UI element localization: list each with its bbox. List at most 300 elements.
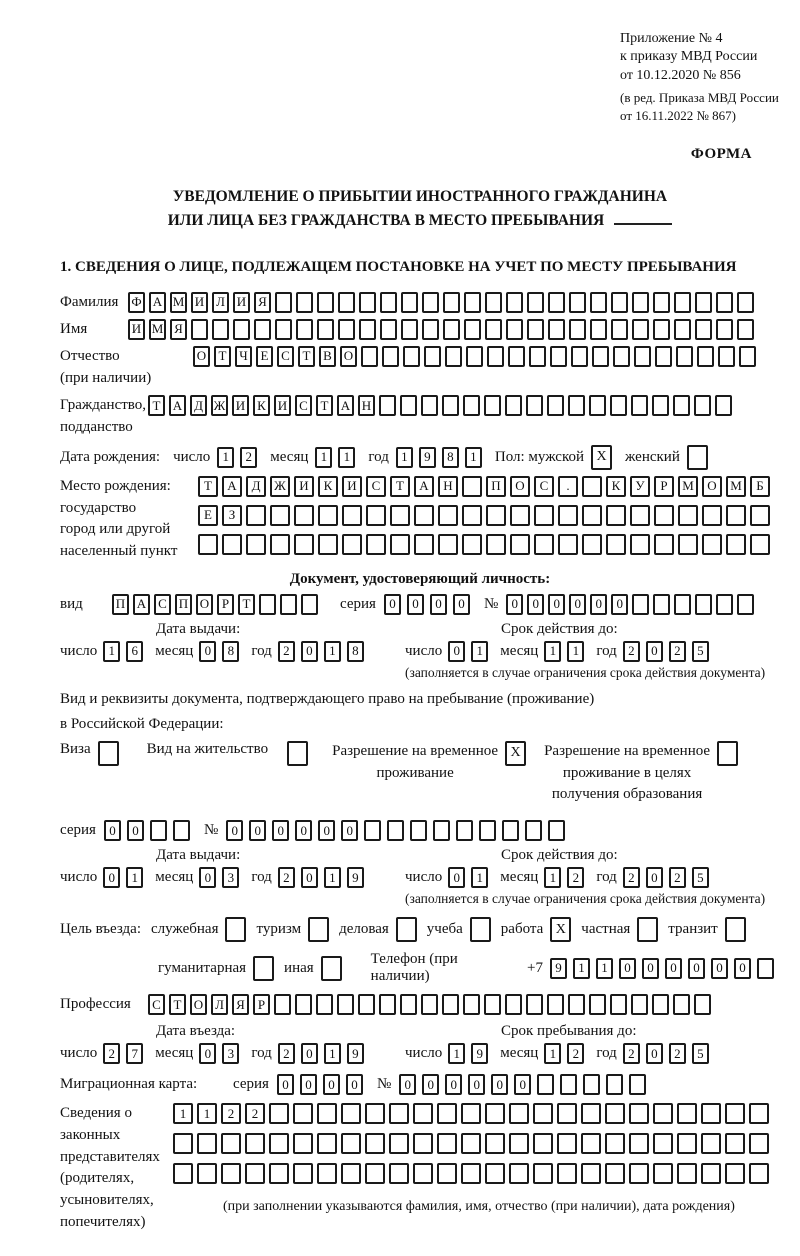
char-cell[interactable]: [485, 1103, 505, 1124]
char-cell[interactable]: [379, 395, 396, 416]
char-cell[interactable]: [557, 1133, 577, 1154]
char-cell[interactable]: [701, 1133, 721, 1154]
char-cell[interactable]: [433, 820, 450, 841]
char-cell[interactable]: Н: [438, 476, 458, 497]
char-cell[interactable]: [275, 319, 292, 340]
char-cell[interactable]: .: [558, 476, 578, 497]
char-cell[interactable]: [558, 534, 578, 555]
char-cell[interactable]: [750, 534, 770, 555]
char-cell[interactable]: 2: [278, 867, 295, 888]
char-cell[interactable]: [652, 994, 669, 1015]
char-cell[interactable]: [632, 594, 649, 615]
char-cell[interactable]: [413, 1133, 433, 1154]
char-cell[interactable]: [509, 1103, 529, 1124]
char-cell[interactable]: [462, 476, 482, 497]
char-cell[interactable]: [509, 1133, 529, 1154]
char-cell[interactable]: 2: [567, 867, 584, 888]
char-cell[interactable]: И: [294, 476, 314, 497]
char-cell[interactable]: [726, 534, 746, 555]
char-cell[interactable]: 0: [199, 641, 216, 662]
char-cell[interactable]: Ф: [128, 292, 145, 313]
char-cell[interactable]: 0: [104, 820, 121, 841]
char-cell[interactable]: С: [277, 346, 294, 367]
char-cell[interactable]: [380, 319, 397, 340]
char-cell[interactable]: [526, 994, 543, 1015]
char-cell[interactable]: 8: [222, 641, 239, 662]
char-cell[interactable]: 2: [623, 641, 640, 662]
char-cell[interactable]: 2: [669, 867, 686, 888]
char-cell[interactable]: [527, 319, 544, 340]
purpose-other-checkbox[interactable]: [321, 956, 342, 981]
char-cell[interactable]: [442, 994, 459, 1015]
char-cell[interactable]: Е: [198, 505, 218, 526]
char-cell[interactable]: 0: [295, 820, 312, 841]
char-cell[interactable]: [560, 1074, 577, 1095]
char-cell[interactable]: 3: [222, 1043, 239, 1064]
char-cell[interactable]: [590, 319, 607, 340]
char-cell[interactable]: [443, 319, 460, 340]
char-cell[interactable]: 0: [514, 1074, 531, 1095]
char-cell[interactable]: [695, 594, 712, 615]
char-cell[interactable]: 0: [323, 1074, 340, 1095]
char-cell[interactable]: А: [133, 594, 150, 615]
char-cell[interactable]: 9: [347, 867, 364, 888]
char-cell[interactable]: 9: [471, 1043, 488, 1064]
char-cell[interactable]: [655, 346, 672, 367]
char-cell[interactable]: [259, 594, 276, 615]
char-cell[interactable]: [359, 292, 376, 313]
char-cell[interactable]: [750, 505, 770, 526]
char-cell[interactable]: [694, 994, 711, 1015]
char-cell[interactable]: [653, 319, 670, 340]
char-cell[interactable]: Т: [390, 476, 410, 497]
char-cell[interactable]: [275, 292, 292, 313]
char-cell[interactable]: [486, 505, 506, 526]
char-cell[interactable]: [581, 1133, 601, 1154]
char-cell[interactable]: 0: [642, 958, 659, 979]
char-cell[interactable]: [581, 1163, 601, 1184]
char-cell[interactable]: 2: [669, 1043, 686, 1064]
char-cell[interactable]: [629, 1074, 646, 1095]
char-cell[interactable]: 1: [324, 1043, 341, 1064]
char-cell[interactable]: Т: [238, 594, 255, 615]
char-cell[interactable]: [486, 534, 506, 555]
purpose-transit-checkbox[interactable]: [725, 917, 746, 942]
char-cell[interactable]: [569, 292, 586, 313]
char-cell[interactable]: [389, 1163, 409, 1184]
char-cell[interactable]: [506, 319, 523, 340]
char-cell[interactable]: Б: [750, 476, 770, 497]
char-cell[interactable]: С: [148, 994, 165, 1015]
char-cell[interactable]: 2: [278, 1043, 295, 1064]
char-cell[interactable]: [506, 292, 523, 313]
char-cell[interactable]: 2: [567, 1043, 584, 1064]
char-cell[interactable]: [173, 820, 190, 841]
char-cell[interactable]: А: [169, 395, 186, 416]
char-cell[interactable]: [222, 534, 242, 555]
char-cell[interactable]: [652, 395, 669, 416]
char-cell[interactable]: 0: [734, 958, 751, 979]
char-cell[interactable]: [583, 1074, 600, 1095]
char-cell[interactable]: [191, 319, 208, 340]
char-cell[interactable]: 9: [347, 1043, 364, 1064]
char-cell[interactable]: [632, 292, 649, 313]
char-cell[interactable]: [611, 319, 628, 340]
char-cell[interactable]: [653, 594, 670, 615]
char-cell[interactable]: 1: [567, 641, 584, 662]
gender-male-checkbox[interactable]: X: [591, 445, 612, 470]
char-cell[interactable]: [613, 346, 630, 367]
char-cell[interactable]: 6: [126, 641, 143, 662]
char-cell[interactable]: [337, 994, 354, 1015]
char-cell[interactable]: [547, 994, 564, 1015]
char-cell[interactable]: Т: [148, 395, 165, 416]
char-cell[interactable]: Р: [253, 994, 270, 1015]
char-cell[interactable]: [533, 1103, 553, 1124]
char-cell[interactable]: 0: [384, 594, 401, 615]
char-cell[interactable]: [702, 534, 722, 555]
char-cell[interactable]: [610, 395, 627, 416]
char-cell[interactable]: [677, 1133, 697, 1154]
char-cell[interactable]: 0: [453, 594, 470, 615]
purpose-humanitarian-checkbox[interactable]: [253, 956, 274, 981]
char-cell[interactable]: [701, 1163, 721, 1184]
char-cell[interactable]: [702, 505, 722, 526]
char-cell[interactable]: 0: [646, 1043, 663, 1064]
char-cell[interactable]: 0: [277, 1074, 294, 1095]
char-cell[interactable]: [296, 319, 313, 340]
char-cell[interactable]: К: [318, 476, 338, 497]
char-cell[interactable]: А: [222, 476, 242, 497]
char-cell[interactable]: 0: [341, 820, 358, 841]
char-cell[interactable]: Н: [358, 395, 375, 416]
char-cell[interactable]: 0: [301, 1043, 318, 1064]
char-cell[interactable]: [654, 505, 674, 526]
char-cell[interactable]: [548, 292, 565, 313]
char-cell[interactable]: [737, 594, 754, 615]
char-cell[interactable]: [653, 1103, 673, 1124]
char-cell[interactable]: 1: [465, 447, 482, 468]
char-cell[interactable]: 2: [245, 1103, 265, 1124]
char-cell[interactable]: Ж: [211, 395, 228, 416]
char-cell[interactable]: 0: [127, 820, 144, 841]
char-cell[interactable]: [466, 346, 483, 367]
temp-permit-checkbox[interactable]: X: [505, 741, 526, 766]
char-cell[interactable]: [317, 1163, 337, 1184]
char-cell[interactable]: Е: [256, 346, 273, 367]
purpose-study-checkbox[interactable]: [470, 917, 491, 942]
char-cell[interactable]: [212, 319, 229, 340]
residence-permit-checkbox[interactable]: [287, 741, 308, 766]
char-cell[interactable]: [726, 505, 746, 526]
char-cell[interactable]: 0: [422, 1074, 439, 1095]
char-cell[interactable]: 8: [442, 447, 459, 468]
char-cell[interactable]: М: [678, 476, 698, 497]
char-cell[interactable]: [403, 346, 420, 367]
char-cell[interactable]: [674, 594, 691, 615]
char-cell[interactable]: [629, 1133, 649, 1154]
char-cell[interactable]: [485, 1133, 505, 1154]
char-cell[interactable]: [461, 1133, 481, 1154]
char-cell[interactable]: 1: [315, 447, 332, 468]
char-cell[interactable]: Т: [316, 395, 333, 416]
purpose-work-checkbox[interactable]: X: [550, 917, 571, 942]
char-cell[interactable]: 3: [222, 867, 239, 888]
char-cell[interactable]: 0: [226, 820, 243, 841]
char-cell[interactable]: У: [630, 476, 650, 497]
char-cell[interactable]: 0: [301, 641, 318, 662]
char-cell[interactable]: [197, 1133, 217, 1154]
char-cell[interactable]: [605, 1163, 625, 1184]
char-cell[interactable]: [341, 1163, 361, 1184]
char-cell[interactable]: [557, 1163, 577, 1184]
char-cell[interactable]: О: [196, 594, 213, 615]
char-cell[interactable]: [317, 1103, 337, 1124]
char-cell[interactable]: [589, 395, 606, 416]
char-cell[interactable]: И: [233, 292, 250, 313]
char-cell[interactable]: О: [510, 476, 530, 497]
purpose-business-checkbox[interactable]: [396, 917, 417, 942]
char-cell[interactable]: М: [170, 292, 187, 313]
char-cell[interactable]: [461, 1103, 481, 1124]
char-cell[interactable]: А: [414, 476, 434, 497]
char-cell[interactable]: [301, 594, 318, 615]
char-cell[interactable]: [479, 820, 496, 841]
char-cell[interactable]: [421, 395, 438, 416]
char-cell[interactable]: [582, 534, 602, 555]
char-cell[interactable]: 0: [272, 820, 289, 841]
char-cell[interactable]: 0: [430, 594, 447, 615]
char-cell[interactable]: [694, 395, 711, 416]
char-cell[interactable]: [537, 1074, 554, 1095]
char-cell[interactable]: П: [112, 594, 129, 615]
char-cell[interactable]: 1: [544, 867, 561, 888]
char-cell[interactable]: [653, 1133, 673, 1154]
char-cell[interactable]: [569, 319, 586, 340]
char-cell[interactable]: [269, 1133, 289, 1154]
char-cell[interactable]: [245, 1133, 265, 1154]
char-cell[interactable]: [676, 346, 693, 367]
char-cell[interactable]: [365, 1163, 385, 1184]
char-cell[interactable]: [294, 534, 314, 555]
char-cell[interactable]: О: [193, 346, 210, 367]
char-cell[interactable]: [725, 1103, 745, 1124]
char-cell[interactable]: [558, 505, 578, 526]
char-cell[interactable]: [293, 1133, 313, 1154]
char-cell[interactable]: 0: [249, 820, 266, 841]
char-cell[interactable]: [606, 1074, 623, 1095]
char-cell[interactable]: [582, 505, 602, 526]
char-cell[interactable]: [197, 1163, 217, 1184]
char-cell[interactable]: 0: [468, 1074, 485, 1095]
char-cell[interactable]: 2: [221, 1103, 241, 1124]
char-cell[interactable]: [749, 1163, 769, 1184]
char-cell[interactable]: С: [534, 476, 554, 497]
char-cell[interactable]: [510, 505, 530, 526]
char-cell[interactable]: 0: [399, 1074, 416, 1095]
char-cell[interactable]: [342, 505, 362, 526]
char-cell[interactable]: [463, 994, 480, 1015]
char-cell[interactable]: К: [606, 476, 626, 497]
char-cell[interactable]: А: [337, 395, 354, 416]
char-cell[interactable]: Ж: [270, 476, 290, 497]
char-cell[interactable]: 2: [669, 641, 686, 662]
char-cell[interactable]: 2: [240, 447, 257, 468]
char-cell[interactable]: [757, 958, 774, 979]
char-cell[interactable]: [674, 319, 691, 340]
char-cell[interactable]: [582, 476, 602, 497]
char-cell[interactable]: [401, 319, 418, 340]
char-cell[interactable]: [533, 1163, 553, 1184]
char-cell[interactable]: 8: [347, 641, 364, 662]
char-cell[interactable]: [379, 994, 396, 1015]
char-cell[interactable]: А: [149, 292, 166, 313]
char-cell[interactable]: [611, 292, 628, 313]
char-cell[interactable]: О: [340, 346, 357, 367]
char-cell[interactable]: 0: [619, 958, 636, 979]
char-cell[interactable]: И: [274, 395, 291, 416]
char-cell[interactable]: [358, 994, 375, 1015]
char-cell[interactable]: [526, 395, 543, 416]
char-cell[interactable]: [487, 346, 504, 367]
char-cell[interactable]: 0: [199, 867, 216, 888]
char-cell[interactable]: [547, 395, 564, 416]
char-cell[interactable]: [462, 534, 482, 555]
char-cell[interactable]: 0: [711, 958, 728, 979]
char-cell[interactable]: [366, 534, 386, 555]
char-cell[interactable]: [437, 1163, 457, 1184]
purpose-private-checkbox[interactable]: [637, 917, 658, 942]
char-cell[interactable]: 0: [569, 594, 586, 615]
char-cell[interactable]: 1: [573, 958, 590, 979]
char-cell[interactable]: 0: [103, 867, 120, 888]
char-cell[interactable]: Р: [217, 594, 234, 615]
char-cell[interactable]: 0: [407, 594, 424, 615]
char-cell[interactable]: 0: [491, 1074, 508, 1095]
char-cell[interactable]: [697, 346, 714, 367]
char-cell[interactable]: О: [190, 994, 207, 1015]
char-cell[interactable]: [630, 505, 650, 526]
char-cell[interactable]: 0: [346, 1074, 363, 1095]
char-cell[interactable]: [510, 534, 530, 555]
char-cell[interactable]: [464, 319, 481, 340]
char-cell[interactable]: [606, 534, 626, 555]
char-cell[interactable]: 1: [544, 1043, 561, 1064]
char-cell[interactable]: С: [366, 476, 386, 497]
char-cell[interactable]: [718, 346, 735, 367]
char-cell[interactable]: 0: [590, 594, 607, 615]
char-cell[interactable]: [341, 1103, 361, 1124]
char-cell[interactable]: 0: [548, 594, 565, 615]
char-cell[interactable]: [269, 1163, 289, 1184]
char-cell[interactable]: [737, 319, 754, 340]
char-cell[interactable]: [739, 346, 756, 367]
char-cell[interactable]: 0: [665, 958, 682, 979]
char-cell[interactable]: 9: [419, 447, 436, 468]
char-cell[interactable]: [485, 319, 502, 340]
char-cell[interactable]: [361, 346, 378, 367]
char-cell[interactable]: [443, 292, 460, 313]
char-cell[interactable]: 0: [506, 594, 523, 615]
char-cell[interactable]: [293, 1163, 313, 1184]
char-cell[interactable]: [387, 820, 404, 841]
char-cell[interactable]: [502, 820, 519, 841]
char-cell[interactable]: 0: [527, 594, 544, 615]
char-cell[interactable]: [508, 346, 525, 367]
char-cell[interactable]: [400, 395, 417, 416]
char-cell[interactable]: [677, 1103, 697, 1124]
char-cell[interactable]: [606, 505, 626, 526]
char-cell[interactable]: 1: [173, 1103, 193, 1124]
char-cell[interactable]: [701, 1103, 721, 1124]
char-cell[interactable]: П: [486, 476, 506, 497]
char-cell[interactable]: [438, 534, 458, 555]
visa-checkbox[interactable]: [98, 741, 119, 766]
char-cell[interactable]: Р: [654, 476, 674, 497]
char-cell[interactable]: [280, 594, 297, 615]
char-cell[interactable]: 1: [126, 867, 143, 888]
char-cell[interactable]: [437, 1133, 457, 1154]
char-cell[interactable]: 1: [324, 867, 341, 888]
char-cell[interactable]: М: [149, 319, 166, 340]
char-cell[interactable]: [173, 1133, 193, 1154]
char-cell[interactable]: [295, 994, 312, 1015]
char-cell[interactable]: [737, 292, 754, 313]
char-cell[interactable]: [318, 505, 338, 526]
char-cell[interactable]: [548, 319, 565, 340]
char-cell[interactable]: М: [726, 476, 746, 497]
char-cell[interactable]: [342, 534, 362, 555]
char-cell[interactable]: [725, 1163, 745, 1184]
char-cell[interactable]: И: [232, 395, 249, 416]
char-cell[interactable]: [462, 505, 482, 526]
char-cell[interactable]: Д: [246, 476, 266, 497]
char-cell[interactable]: [437, 1103, 457, 1124]
char-cell[interactable]: [485, 292, 502, 313]
char-cell[interactable]: 5: [692, 1043, 709, 1064]
char-cell[interactable]: 5: [692, 867, 709, 888]
char-cell[interactable]: [389, 1103, 409, 1124]
char-cell[interactable]: [390, 505, 410, 526]
char-cell[interactable]: 0: [318, 820, 335, 841]
char-cell[interactable]: [380, 292, 397, 313]
char-cell[interactable]: 0: [301, 867, 318, 888]
char-cell[interactable]: 5: [692, 641, 709, 662]
purpose-tourism-checkbox[interactable]: [308, 917, 329, 942]
char-cell[interactable]: [654, 534, 674, 555]
char-cell[interactable]: 0: [300, 1074, 317, 1095]
char-cell[interactable]: [509, 1163, 529, 1184]
char-cell[interactable]: [629, 1103, 649, 1124]
char-cell[interactable]: [359, 319, 376, 340]
char-cell[interactable]: [463, 395, 480, 416]
char-cell[interactable]: 1: [217, 447, 234, 468]
char-cell[interactable]: [254, 319, 271, 340]
char-cell[interactable]: [221, 1163, 241, 1184]
char-cell[interactable]: [317, 319, 334, 340]
purpose-official-checkbox[interactable]: [225, 917, 246, 942]
char-cell[interactable]: [505, 395, 522, 416]
char-cell[interactable]: 2: [623, 1043, 640, 1064]
char-cell[interactable]: 0: [688, 958, 705, 979]
char-cell[interactable]: 2: [278, 641, 295, 662]
char-cell[interactable]: [438, 505, 458, 526]
char-cell[interactable]: [632, 319, 649, 340]
char-cell[interactable]: [716, 319, 733, 340]
char-cell[interactable]: [400, 994, 417, 1015]
char-cell[interactable]: [634, 346, 651, 367]
char-cell[interactable]: [534, 534, 554, 555]
